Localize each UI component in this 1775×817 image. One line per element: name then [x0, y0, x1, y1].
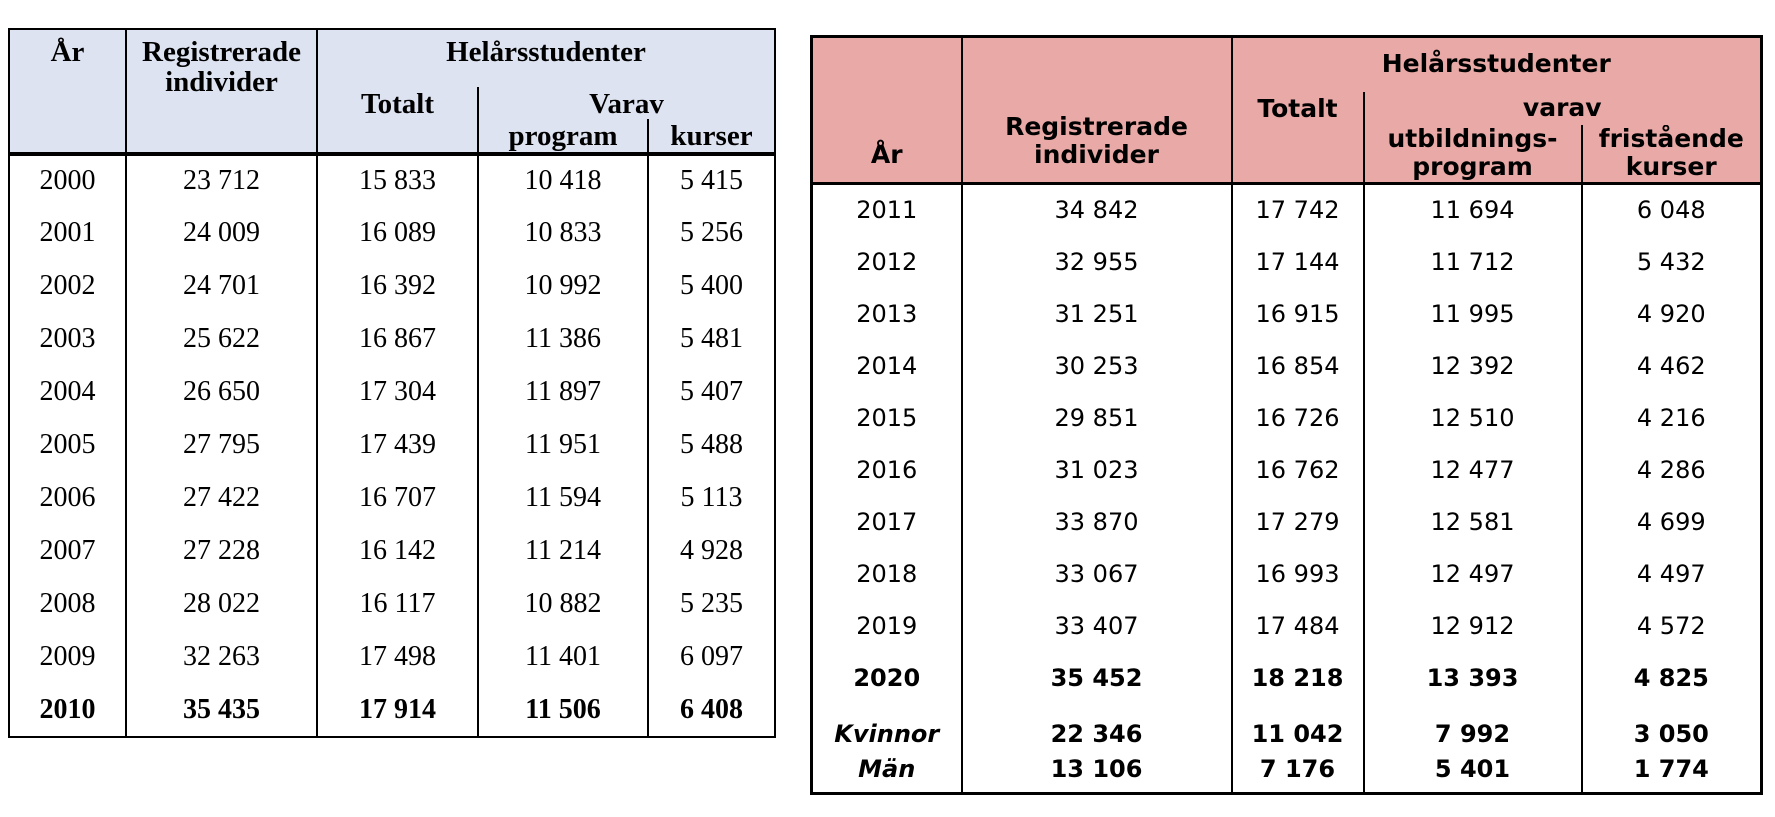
cell-total: 16 392 — [317, 260, 478, 313]
table-row — [9, 684, 775, 737]
cell-year: 2010 — [9, 684, 126, 737]
cell-year: 2001 — [9, 207, 126, 260]
cell-program: 11 897 — [478, 366, 648, 419]
table-row — [9, 260, 775, 313]
cell-total: 18 218 — [1232, 652, 1364, 704]
cell-year: 2002 — [9, 260, 126, 313]
table-row — [9, 472, 775, 525]
cell-registered: 33 407 — [962, 600, 1232, 652]
left-header-program: program — [478, 119, 648, 153]
table-row — [9, 207, 775, 260]
right-header-total: Totalt — [1232, 92, 1364, 184]
cell-kurser: 4 216 — [1582, 392, 1762, 444]
table-row — [812, 496, 1762, 548]
cell-kurser: 5 432 — [1582, 236, 1762, 288]
cell-total: 16 117 — [317, 578, 478, 631]
cell-kurser: 4 699 — [1582, 496, 1762, 548]
cell-kurser: 1 774 — [1582, 754, 1762, 794]
cell-program: 11 214 — [478, 525, 648, 578]
table-row — [9, 578, 775, 631]
cell-registered: 26 650 — [126, 366, 317, 419]
cell-registered: 33 067 — [962, 548, 1232, 600]
cell-year: 2006 — [9, 472, 126, 525]
cell-year: Män — [812, 754, 962, 794]
table-row — [812, 704, 1762, 754]
left-header-group: Helårsstudenter — [317, 29, 775, 87]
cell-registered: 25 622 — [126, 313, 317, 366]
table-row — [812, 652, 1762, 704]
cell-registered: 35 435 — [126, 684, 317, 737]
cell-program: 11 995 — [1364, 288, 1582, 340]
table-row — [812, 340, 1762, 392]
cell-program: 11 594 — [478, 472, 648, 525]
cell-program: 10 882 — [478, 578, 648, 631]
left-table-header — [9, 29, 775, 154]
right-header-registered: Registrerade individer — [962, 37, 1232, 184]
cell-program: 10 833 — [478, 207, 648, 260]
table-row — [812, 600, 1762, 652]
table-row — [9, 525, 775, 578]
cell-registered: 22 346 — [962, 704, 1232, 754]
cell-registered: 28 022 — [126, 578, 317, 631]
cell-total: 17 439 — [317, 419, 478, 472]
cell-total: 16 142 — [317, 525, 478, 578]
cell-year: 2014 — [812, 340, 962, 392]
cell-program: 12 392 — [1364, 340, 1582, 392]
cell-program: 11 506 — [478, 684, 648, 737]
table-row — [9, 419, 775, 472]
table-row — [812, 548, 1762, 600]
right-header-year: År — [812, 37, 962, 184]
students-table-2011-2020 — [810, 35, 1763, 795]
cell-kurser: 4 572 — [1582, 600, 1762, 652]
cell-total: 17 144 — [1232, 236, 1364, 288]
cell-kurser: 5 481 — [648, 313, 775, 366]
cell-registered: 32 263 — [126, 631, 317, 684]
cell-total: 16 089 — [317, 207, 478, 260]
cell-registered: 24 009 — [126, 207, 317, 260]
cell-total: 17 742 — [1232, 184, 1364, 236]
cell-registered: 27 228 — [126, 525, 317, 578]
cell-registered: 30 253 — [962, 340, 1232, 392]
cell-registered: 23 712 — [126, 154, 317, 207]
cell-kurser: 5 415 — [648, 154, 775, 207]
cell-program: 7 992 — [1364, 704, 1582, 754]
cell-kurser: 4 928 — [648, 525, 775, 578]
cell-kurser: 4 462 — [1582, 340, 1762, 392]
cell-kurser: 5 400 — [648, 260, 775, 313]
right-table-body — [812, 184, 1762, 704]
cell-registered: 24 701 — [126, 260, 317, 313]
table-row — [812, 288, 1762, 340]
cell-registered: 31 023 — [962, 444, 1232, 496]
cell-kurser: 6 097 — [648, 631, 775, 684]
cell-program: 12 477 — [1364, 444, 1582, 496]
cell-program: 12 581 — [1364, 496, 1582, 548]
table-row — [9, 313, 775, 366]
cell-total: 16 915 — [1232, 288, 1364, 340]
cell-total: 11 042 — [1232, 704, 1364, 754]
cell-year: 2017 — [812, 496, 962, 548]
cell-total: 15 833 — [317, 154, 478, 207]
cell-total: 16 854 — [1232, 340, 1364, 392]
cell-year: 2009 — [9, 631, 126, 684]
table-row — [812, 392, 1762, 444]
cell-total: 17 304 — [317, 366, 478, 419]
cell-kurser: 4 825 — [1582, 652, 1762, 704]
cell-program: 12 912 — [1364, 600, 1582, 652]
cell-total: 17 484 — [1232, 600, 1364, 652]
left-header-registered: Registrerade individer — [126, 29, 317, 154]
cell-total: 17 279 — [1232, 496, 1364, 548]
cell-registered: 27 795 — [126, 419, 317, 472]
table-row — [812, 236, 1762, 288]
cell-program: 10 418 — [478, 154, 648, 207]
cell-registered: 29 851 — [962, 392, 1232, 444]
cell-program: 11 401 — [478, 631, 648, 684]
table-row — [812, 754, 1762, 794]
right-header-group: Helårsstudenter — [1232, 37, 1762, 92]
cell-total: 17 498 — [317, 631, 478, 684]
table-row — [812, 184, 1762, 236]
cell-year: 2012 — [812, 236, 962, 288]
cell-total: 16 867 — [317, 313, 478, 366]
cell-total: 16 993 — [1232, 548, 1364, 600]
right-header-varav: varav — [1364, 92, 1762, 125]
cell-program: 11 386 — [478, 313, 648, 366]
cell-kurser: 5 256 — [648, 207, 775, 260]
students-table-2000-2010 — [8, 28, 776, 738]
table-row — [812, 444, 1762, 496]
cell-year: 2007 — [9, 525, 126, 578]
cell-year: 2004 — [9, 366, 126, 419]
left-header-varav: Varav — [478, 87, 775, 119]
right-table-header — [812, 37, 1762, 184]
left-table-body — [9, 154, 775, 737]
cell-registered: 34 842 — [962, 184, 1232, 236]
cell-registered: 32 955 — [962, 236, 1232, 288]
cell-program: 5 401 — [1364, 754, 1582, 794]
table-row — [9, 631, 775, 684]
cell-total: 16 762 — [1232, 444, 1364, 496]
cell-kurser: 5 488 — [648, 419, 775, 472]
cell-year: 2000 — [9, 154, 126, 207]
right-header-kurser: fristående kurser — [1582, 125, 1762, 184]
cell-kurser: 5 235 — [648, 578, 775, 631]
cell-total: 16 707 — [317, 472, 478, 525]
left-header-kurser: kurser — [648, 119, 775, 153]
cell-year: 2020 — [812, 652, 962, 704]
cell-year: 2013 — [812, 288, 962, 340]
cell-program: 11 712 — [1364, 236, 1582, 288]
cell-kurser: 6 408 — [648, 684, 775, 737]
cell-kurser: 6 048 — [1582, 184, 1762, 236]
cell-kurser: 4 286 — [1582, 444, 1762, 496]
table-row — [9, 154, 775, 207]
left-header-year: År — [9, 29, 126, 154]
cell-program: 10 992 — [478, 260, 648, 313]
cell-registered: 27 422 — [126, 472, 317, 525]
right-header-program: utbildnings-program — [1364, 125, 1582, 184]
cell-program: 12 497 — [1364, 548, 1582, 600]
cell-total: 7 176 — [1232, 754, 1364, 794]
cell-kurser: 4 920 — [1582, 288, 1762, 340]
right-table-gender-body — [812, 704, 1762, 794]
cell-program: 13 393 — [1364, 652, 1582, 704]
cell-program: 11 694 — [1364, 184, 1582, 236]
left-header-total: Totalt — [317, 87, 478, 154]
cell-total: 16 726 — [1232, 392, 1364, 444]
cell-kurser: 5 407 — [648, 366, 775, 419]
cell-year: 2016 — [812, 444, 962, 496]
cell-kurser: 3 050 — [1582, 704, 1762, 754]
table-row — [9, 366, 775, 419]
cell-total: 17 914 — [317, 684, 478, 737]
cell-registered: 33 870 — [962, 496, 1232, 548]
cell-year: 2018 — [812, 548, 962, 600]
cell-year: 2008 — [9, 578, 126, 631]
cell-year: 2003 — [9, 313, 126, 366]
cell-registered: 35 452 — [962, 652, 1232, 704]
cell-registered: 31 251 — [962, 288, 1232, 340]
cell-year: 2015 — [812, 392, 962, 444]
cell-kurser: 5 113 — [648, 472, 775, 525]
cell-kurser: 4 497 — [1582, 548, 1762, 600]
cell-year: 2011 — [812, 184, 962, 236]
cell-registered: 13 106 — [962, 754, 1232, 794]
cell-program: 12 510 — [1364, 392, 1582, 444]
cell-year: 2005 — [9, 419, 126, 472]
cell-program: 11 951 — [478, 419, 648, 472]
cell-year: 2019 — [812, 600, 962, 652]
cell-year: Kvinnor — [812, 704, 962, 754]
